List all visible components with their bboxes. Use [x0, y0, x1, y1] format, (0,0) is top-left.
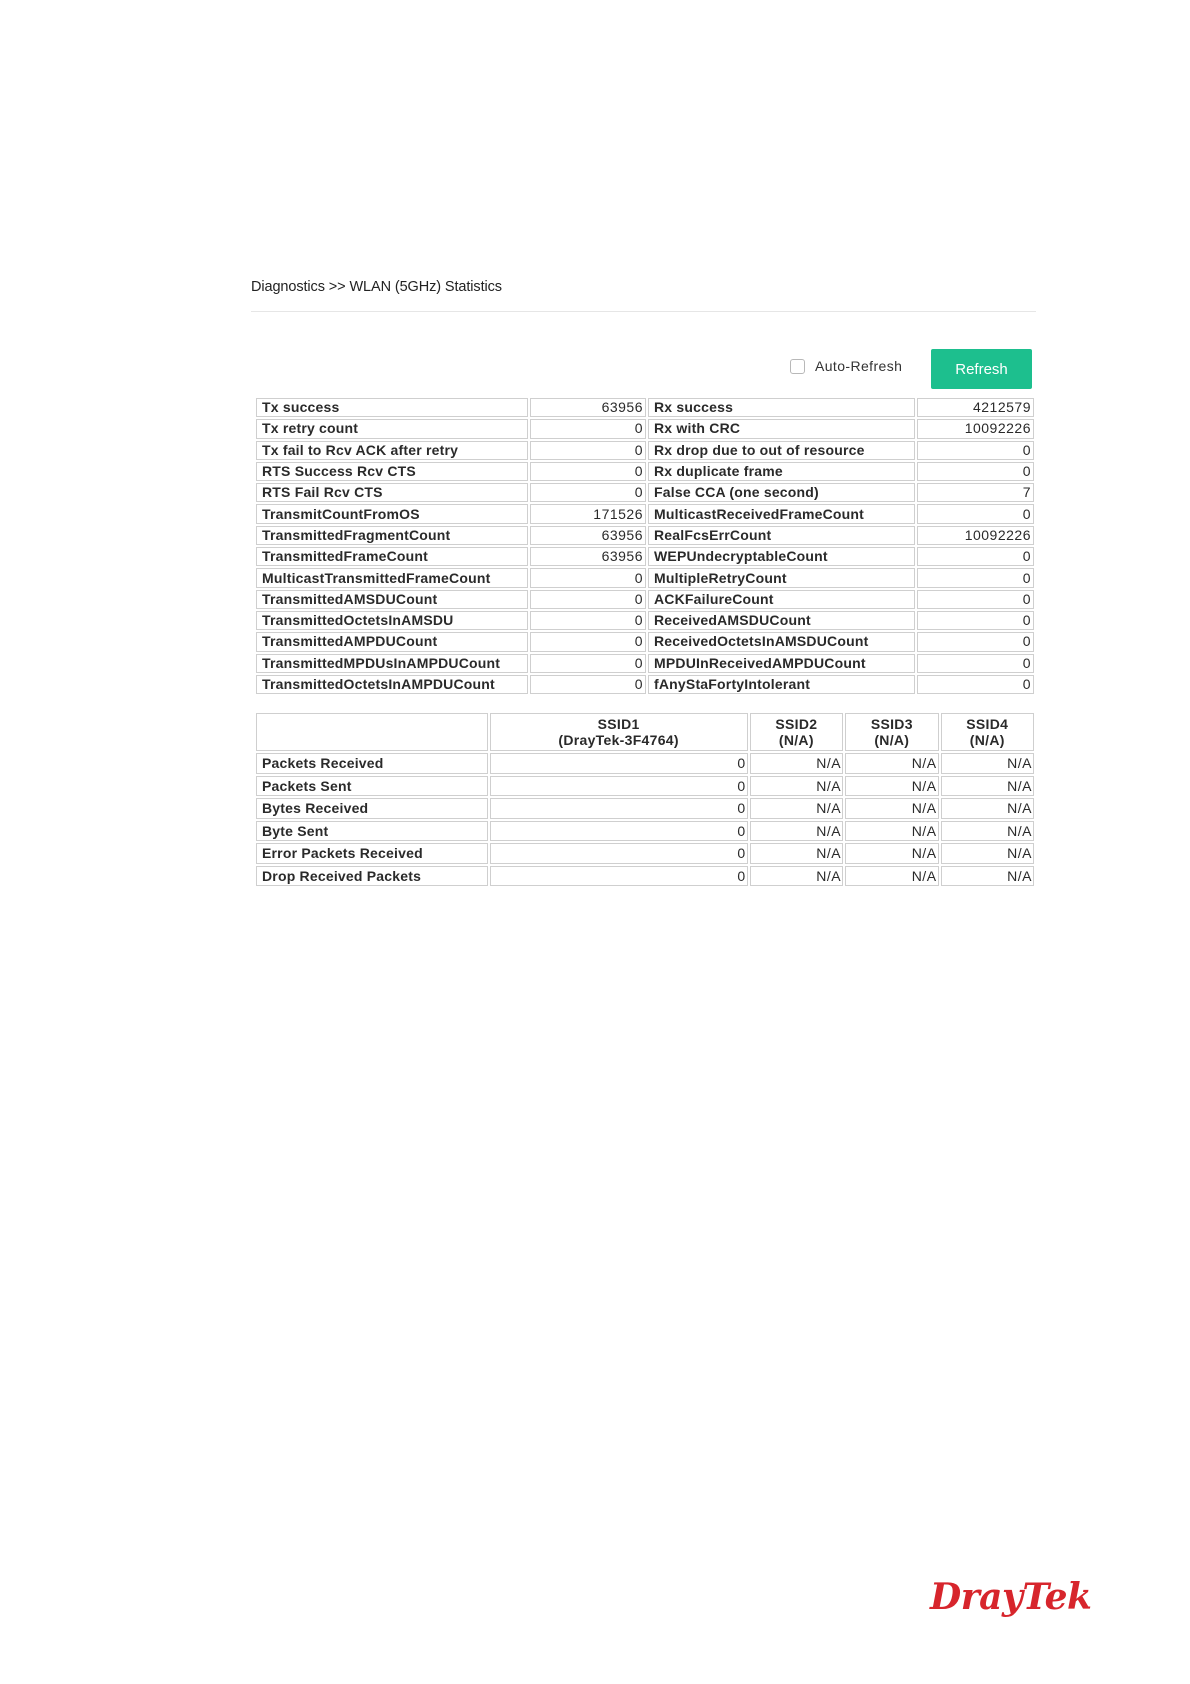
ssid-header-name: SSID1	[597, 716, 640, 732]
ssid-stat-label: Bytes Received	[256, 798, 488, 819]
ssid2-header	[750, 713, 843, 751]
ssid1-header	[490, 713, 748, 751]
tx-stat-label: TransmittedAMPDUCount	[256, 632, 528, 651]
rx-stat-label: MulticastReceivedFrameCount	[648, 504, 915, 523]
ssid-stats-row	[256, 776, 1034, 797]
stats-row	[256, 398, 1034, 417]
rx-stat-label: Rx success	[648, 398, 915, 417]
ssid-stats-table	[254, 711, 1036, 888]
ssid1-value: 0	[490, 843, 748, 864]
rx-stat-label: ACKFailureCount	[648, 590, 915, 609]
ssid3-value: N/A	[845, 866, 938, 887]
ssid-header-blank	[256, 713, 488, 751]
ssid4-value: N/A	[941, 821, 1034, 842]
tx-stat-value: 0	[530, 483, 646, 502]
tx-stat-label: Tx retry count	[256, 419, 528, 438]
rx-stat-value: 0	[917, 654, 1034, 673]
ssid-stat-label: Packets Received	[256, 753, 488, 774]
rx-stat-value: 10092226	[917, 526, 1034, 545]
wlan-stats-table	[254, 396, 1036, 696]
ssid-stat-label: Packets Sent	[256, 776, 488, 797]
toolbar	[790, 349, 1036, 389]
ssid3-value: N/A	[845, 821, 938, 842]
tx-stat-value: 0	[530, 568, 646, 587]
stats-row	[256, 441, 1034, 460]
ssid-stat-label: Byte Sent	[256, 821, 488, 842]
ssid4-value: N/A	[941, 798, 1034, 819]
header-divider	[251, 311, 1036, 312]
ssid1-value: 0	[490, 753, 748, 774]
ssid2-value: N/A	[750, 798, 843, 819]
rx-stat-value: 0	[917, 611, 1034, 630]
ssid-stats-row	[256, 866, 1034, 887]
rx-stat-value: 0	[917, 504, 1034, 523]
ssid2-value: N/A	[750, 776, 843, 797]
tx-stat-label: TransmittedFragmentCount	[256, 526, 528, 545]
refresh-button[interactable]: Refresh	[931, 349, 1032, 389]
tx-stat-label: TransmittedOctetsInAMPDUCount	[256, 675, 528, 694]
rx-stat-label: Rx duplicate frame	[648, 462, 915, 481]
tx-stat-value: 0	[530, 611, 646, 630]
ssid-stats-row	[256, 753, 1034, 774]
stats-row	[256, 462, 1034, 481]
stats-row	[256, 419, 1034, 438]
tx-stat-label: Tx success	[256, 398, 528, 417]
tx-stat-label: TransmitCountFromOS	[256, 504, 528, 523]
stats-row	[256, 654, 1034, 673]
ssid4-value: N/A	[941, 866, 1034, 887]
ssid-header-row	[256, 713, 1034, 751]
draytek-logo: DrayTek	[930, 1576, 1092, 1618]
tx-stat-value: 0	[530, 419, 646, 438]
tx-stat-value: 63956	[530, 547, 646, 566]
ssid4-header	[941, 713, 1034, 751]
ssid3-value: N/A	[845, 753, 938, 774]
ssid-stat-label: Drop Received Packets	[256, 866, 488, 887]
ssid1-value: 0	[490, 776, 748, 797]
tx-stat-label: Tx fail to Rcv ACK after retry	[256, 441, 528, 460]
rx-stat-value: 0	[917, 632, 1034, 651]
stats-row	[256, 568, 1034, 587]
ssid-header-name: SSID3	[870, 716, 913, 732]
rx-stat-label: fAnyStaFortyIntolerant	[648, 675, 915, 694]
ssid-header-subtitle: (N/A)	[969, 732, 1005, 748]
ssid2-value: N/A	[750, 866, 843, 887]
ssid-header-subtitle: (DrayTek-3F4764)	[558, 732, 679, 748]
rx-stat-label: ReceivedAMSDUCount	[648, 611, 915, 630]
ssid3-value: N/A	[845, 798, 938, 819]
rx-stat-value: 0	[917, 568, 1034, 587]
tx-stat-value: 63956	[530, 526, 646, 545]
tx-stat-label: RTS Success Rcv CTS	[256, 462, 528, 481]
stats-row	[256, 590, 1034, 609]
tx-stat-label: TransmittedOctetsInAMSDU	[256, 611, 528, 630]
stats-row	[256, 675, 1034, 694]
tx-stat-label: RTS Fail Rcv CTS	[256, 483, 528, 502]
tx-stat-label: TransmittedAMSDUCount	[256, 590, 528, 609]
tx-stat-label: TransmittedMPDUsInAMPDUCount	[256, 654, 528, 673]
rx-stat-label: Rx drop due to out of resource	[648, 441, 915, 460]
tx-stat-value: 0	[530, 632, 646, 651]
ssid3-header	[845, 713, 938, 751]
auto-refresh-checkbox[interactable]	[790, 359, 805, 374]
stats-row	[256, 547, 1034, 566]
ssid1-value: 0	[490, 866, 748, 887]
rx-stat-value: 0	[917, 547, 1034, 566]
rx-stat-label: False CCA (one second)	[648, 483, 915, 502]
tx-stat-value: 0	[530, 675, 646, 694]
stats-row	[256, 611, 1034, 630]
rx-stat-value: 7	[917, 483, 1034, 502]
tx-stat-value: 171526	[530, 504, 646, 523]
rx-stat-label: MPDUInReceivedAMPDUCount	[648, 654, 915, 673]
rx-stat-value: 0	[917, 462, 1034, 481]
ssid3-value: N/A	[845, 776, 938, 797]
tx-stat-value: 0	[530, 590, 646, 609]
auto-refresh-toggle[interactable]	[790, 358, 902, 374]
rx-stat-label: WEPUndecryptableCount	[648, 547, 915, 566]
stats-row	[256, 632, 1034, 651]
ssid-stats-row	[256, 821, 1034, 842]
stats-row	[256, 504, 1034, 523]
ssid1-value: 0	[490, 821, 748, 842]
ssid-stat-label: Error Packets Received	[256, 843, 488, 864]
ssid-stats-row	[256, 843, 1034, 864]
ssid-header-name: SSID4	[966, 716, 1009, 732]
ssid4-value: N/A	[941, 843, 1034, 864]
ssid2-value: N/A	[750, 843, 843, 864]
ssid2-value: N/A	[750, 753, 843, 774]
ssid-stats-row	[256, 798, 1034, 819]
rx-stat-value: 4212579	[917, 398, 1034, 417]
rx-stat-value: 10092226	[917, 419, 1034, 438]
tx-stat-label: MulticastTransmittedFrameCount	[256, 568, 528, 587]
ssid4-value: N/A	[941, 753, 1034, 774]
tx-stat-label: TransmittedFrameCount	[256, 547, 528, 566]
tx-stat-value: 0	[530, 441, 646, 460]
auto-refresh-label: Auto-Refresh	[815, 358, 903, 374]
tx-stat-value: 0	[530, 654, 646, 673]
ssid4-value: N/A	[941, 776, 1034, 797]
rx-stat-label: Rx with CRC	[648, 419, 915, 438]
rx-stat-value: 0	[917, 675, 1034, 694]
tx-stat-value: 63956	[530, 398, 646, 417]
breadcrumb: Diagnostics >> WLAN (5GHz) Statistics	[251, 279, 502, 295]
ssid2-value: N/A	[750, 821, 843, 842]
ssid-header-subtitle: (N/A)	[778, 732, 814, 748]
ssid3-value: N/A	[845, 843, 938, 864]
tx-stat-value: 0	[530, 462, 646, 481]
rx-stat-label: ReceivedOctetsInAMSDUCount	[648, 632, 915, 651]
ssid-header-name: SSID2	[775, 716, 818, 732]
rx-stat-label: MultipleRetryCount	[648, 568, 915, 587]
stats-row	[256, 526, 1034, 545]
ssid-header-subtitle: (N/A)	[874, 732, 910, 748]
rx-stat-value: 0	[917, 441, 1034, 460]
ssid1-value: 0	[490, 798, 748, 819]
rx-stat-label: RealFcsErrCount	[648, 526, 915, 545]
stats-row	[256, 483, 1034, 502]
rx-stat-value: 0	[917, 590, 1034, 609]
